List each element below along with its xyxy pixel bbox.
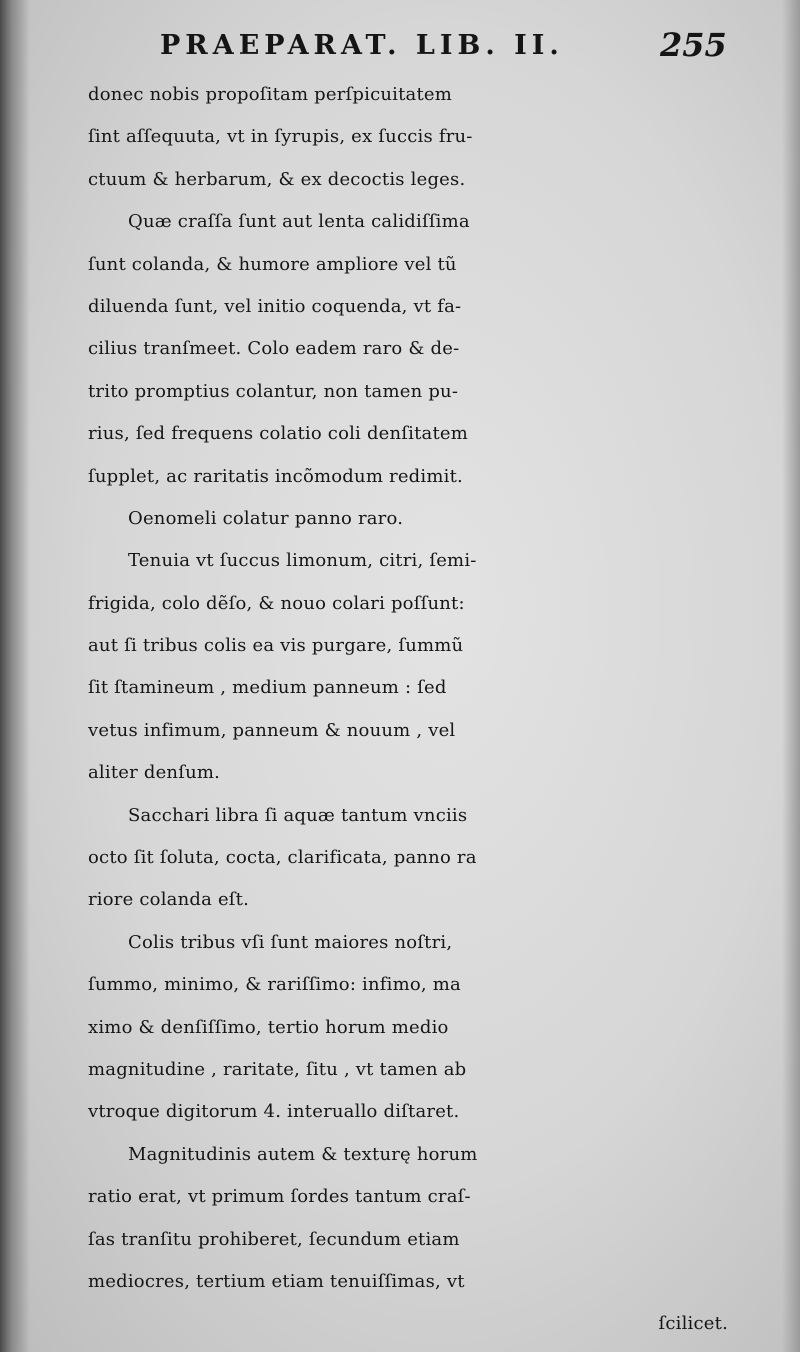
- running-header: PRAEPARAT. LIB. II.: [160, 30, 564, 61]
- text-line: ſummo, minimo, & rariſſimo: infimo, ma: [88, 974, 461, 996]
- text-line: Tenuia vt ſuccus limonum, citri, ſemi-: [128, 550, 477, 572]
- text-line: ſint aſſequuta, vt in ſyrupis, ex ſuccis fru-: [88, 126, 473, 148]
- text-line: frigida, colo dẽſo, & nouo colari poſſunt:: [88, 592, 465, 614]
- page-number: 255: [660, 26, 727, 64]
- text-line: vtroque digitorum 4. interuallo diſtaret.: [88, 1101, 460, 1123]
- text-line: Colis tribus vſi ſunt maiores noſtri,: [128, 931, 453, 953]
- text-line: diluenda ſunt, vel initio coquenda, vt fa-: [88, 295, 462, 317]
- text-line: ratio erat, vt primum ſordes tantum craſ-: [88, 1186, 471, 1208]
- text-line: rius, ſed frequens colatio coli denſitatem: [88, 423, 469, 445]
- text-line: ſunt colanda, & humore ampliore vel tũ: [88, 253, 457, 275]
- binding-gutter: [0, 0, 30, 1352]
- text-line: riore colanda eſt.: [88, 889, 250, 911]
- text-line: cilius tranſmeet. Colo eadem raro & de-: [88, 338, 460, 360]
- text-line: vetus infimum, panneum & nouum , vel: [88, 719, 456, 741]
- text-line: ximo & denſiſſimo, tertio horum medio: [88, 1016, 449, 1038]
- text-line: ſupplet, ac raritatis incõmodum redimit.: [88, 465, 463, 487]
- text-line: Magnitudinis autem & texturę horum: [128, 1143, 478, 1165]
- text-line: ſas tranſitu prohiberet, ſecundum etiam: [88, 1228, 460, 1250]
- text-line: Sacchari libra ſi aquæ tantum vnciis: [128, 804, 468, 826]
- text-line: aut ſi tribus colis ea vis purgare, ſummũ: [88, 635, 464, 657]
- text-line: ſit ſtamineum , medium panneum : ſed: [88, 677, 447, 699]
- text-line: aliter denſum.: [88, 762, 221, 784]
- catchword: ſcilicet.: [658, 1313, 728, 1335]
- text-line: Oenomeli colatur panno raro.: [128, 507, 404, 529]
- text-line: mediocres, tertium etiam tenuiſſimas, vt: [88, 1270, 465, 1292]
- text-line: trito promptius colantur, non tamen pu-: [88, 380, 459, 402]
- text-line: donec nobis propoſitam perſpicuitatem: [88, 84, 453, 105]
- text-line: octo ſit ſoluta, cocta, clarificata, panno ra: [88, 847, 477, 869]
- text-line: Quæ craſſa ſunt aut lenta calidiſſima: [128, 211, 470, 233]
- page-edge-shadow: [782, 0, 800, 1352]
- text-line: magnitudine , raritate, ſitu , vt tamen ab: [88, 1058, 467, 1080]
- body-text: [88, 74, 738, 1346]
- text-line: ctuum & herbarum, & ex decoctis leges.: [88, 168, 466, 190]
